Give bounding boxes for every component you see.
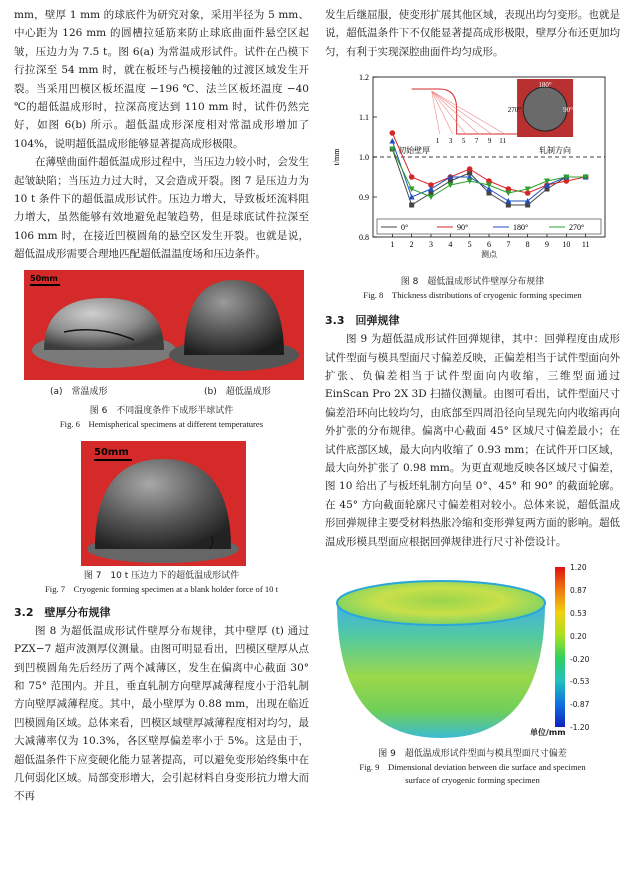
figure-6-caption-cn: 图 6 不同温度条件下成形半球试件 (89, 405, 234, 416)
colorbar-tick: 0.20 (570, 631, 587, 641)
x-tick-label: 11 (581, 240, 590, 250)
data-point (467, 166, 473, 172)
initial-thickness-annotation: 初始壁厚 (398, 146, 431, 156)
data-point (447, 183, 453, 189)
y-tick-label: 0.8 (359, 233, 369, 243)
legend-label: 180° (513, 223, 529, 233)
figure-9 (325, 559, 620, 747)
x-tick-label: 7 (506, 240, 511, 250)
data-point (409, 203, 414, 208)
right-column (325, 0, 620, 787)
section-3-2-title: 3.2 壁厚分布规律 (14, 605, 111, 619)
section-3-3-title: 3.3 回弹规律 (325, 314, 400, 328)
right-paragraph-1: 图 9 为超低温成形试件回弹规律，其中：回弹程度由成形试件型面与模具型面尺寸偏差反映，正偏差相当于试件型面向外扩张、负偏差相当于试件型面向内收缩，三维型面通过 EinScan Pro 2X 3D 扫描仪测量。由图可看出，试件型面尺寸偏差沿环向比较均匀，由底部至四周沿径向呈现先向内收缩再向外扩张的分布规律。偏离中心截面 45° 区域尺寸偏差最小；在试件底部区域，最大向内收缩了 0.93 mm；在试件开口区域，最大向外扩张了 0.98 mm。为更直观地反映各区域尺寸偏差，图 10 给出了与板坯轧制方向呈 0°、45° 和 90° 的截面轮廓。在 45° 方向截面轮廓尺寸偏差相对较小。总体来说，超低温成形回弹规律主要受材料热胀冷缩和变形弹复两方面的影响。超低温成形模具型面应根据回弹规律进行尺寸补偿设计。 (325, 333, 620, 548)
figure-9-caption-cn: 图 9 超低温成形试件型面与模具型面尺寸偏差 (378, 749, 567, 760)
x-tick-label: 4 (448, 240, 453, 250)
left-paragraph-3: 图 8 为超低温成形试件壁厚分布规律，其中壁厚 (t) 通过 PZX−7 超声波测厚仪测量。由图可明显看出，凹模区壁厚从点到凹模圆角先后经历了两个减薄区，发生在偏离中心截面 30° 和 75° 范围内。并且，垂直轧制方向壁厚减薄程度小于沿轧制方向壁厚减薄程度。其中，最小壁厚为 0.88 mm，出现在临近凹模圆角区域。总体来看，凹模区域壁厚减薄程度相对均匀，最大减薄率仅为 10.3%，各区壁厚偏差率小于 5%。这是由于，超低温条件下应变硬化能力显著提高，可以避免变形始终集中在几何弱化区域。局部变形增大，会引起材料自身变形抗力增大而不再 (14, 624, 309, 803)
inset-point-label: 9 (487, 137, 492, 146)
inset-ray (432, 91, 466, 134)
figure-7-scale-bar (94, 447, 132, 461)
figure-9-caption-en-2: surface of cryogenic forming specimen (405, 775, 540, 786)
inset-point-label: 11 (499, 137, 507, 146)
colorbar-tick: 0.53 (570, 608, 587, 618)
thickness-chart (325, 65, 620, 275)
x-tick-label: 10 (562, 240, 571, 250)
inset-point-label: 7 (474, 137, 479, 146)
inset-point-label: 5 (461, 137, 466, 146)
inset-ray (432, 91, 492, 134)
x-tick-label: 9 (545, 240, 549, 250)
data-point (390, 130, 396, 136)
deviation-contour-image (325, 563, 555, 743)
figure-6-caption-en: Fig. 6 Hemispherical specimens at different temperatures (59, 418, 264, 429)
legend-label: 90° (457, 223, 469, 233)
inset-point-label: 1 (435, 137, 440, 146)
angle-label-180: 180° (538, 81, 552, 90)
colorbar-tick: -0.53 (570, 677, 590, 687)
x-tick-label: 1 (390, 240, 395, 250)
figure-6-scale-line (30, 284, 60, 286)
y-tick-label: 1.2 (359, 73, 369, 83)
left-paragraph-2: 在薄壁曲面件超低温成形过程中，当压边力较小时，会发生起皱缺陷；当压边力过大时，又会造成开裂。图 7 是压边力为 10 t 条件下的超低温成形试件。压边力增大，导致板坯流料阻力增大，虽然能够有效地避免起皱趋势，但是球底试件拉深至 106 mm 时，在接近凹模圆角的悬空区发生开裂。也就是说，超低温成形需要合理地匹配超低温温度场和压边条件。 (14, 156, 309, 261)
figure-6-scale-bar (30, 274, 60, 286)
x-tick-label: 8 (525, 240, 530, 250)
colorbar-tick: -0.20 (570, 654, 590, 664)
y-tick-label: 1.1 (359, 113, 369, 123)
right-paragraph-0: 发生后继屈服，使变形扩展其他区域，表现出均匀变形。也就是说，超低温条件下不仅能显著提高成形极限，壁厚分布还更加均匀，有利于实现深腔曲面件均匀成形。 (325, 9, 620, 58)
angle-label-90: 90° (563, 106, 573, 115)
x-tick-label: 6 (487, 240, 491, 250)
figure-7-scale-label: 50mm (94, 446, 129, 458)
figure-8 (325, 65, 620, 275)
y-tick-label: 1.0 (359, 153, 369, 163)
colorbar-tick: 1.20 (570, 563, 587, 573)
legend-label: 270° (569, 223, 585, 233)
legend-box (377, 219, 601, 234)
data-point (428, 195, 434, 201)
figure-6-label-b: (b) 超低温成形 (204, 386, 271, 397)
figure-8-caption-en: Fig. 8 Thickness distributions of cryogenic forming specimen (363, 290, 582, 301)
colorbar-unit: 单位/mm (530, 728, 566, 738)
colorbar (555, 567, 565, 727)
data-point (505, 191, 511, 197)
inset-ray (432, 91, 505, 134)
inset-photo-dome (523, 87, 567, 131)
figure-6-photo (24, 270, 304, 380)
figure-7-caption-cn: 图 7 10 t 压边力下的超低温成形试件 (83, 570, 240, 581)
angle-label-270: 270° (507, 106, 522, 115)
data-point (409, 174, 415, 180)
figure-7-caption-en: Fig. 7 Cryogenic forming specimen at a blank holder force of 10 t (45, 583, 278, 594)
x-tick-label: 5 (467, 240, 472, 250)
figure-7 (14, 441, 309, 569)
figure-6-scale-label: 50mm (30, 273, 58, 283)
data-point (409, 194, 415, 200)
y-tick-label: 0.9 (359, 193, 369, 203)
figure-6-label-a: (a) 常温成形 (50, 386, 108, 397)
x-tick-label: 3 (429, 240, 433, 250)
legend-label: 0° (401, 223, 409, 233)
x-tick-label: 2 (409, 240, 414, 250)
hemisphere-specimens-image (24, 270, 304, 380)
left-paragraph-1: mm，壁厚 1 mm 的球底件为研究对象，采用半径为 5 mm、中心距为 126 mm 的圆槽拉延筋来防止球底曲面件悬空区起皱，压边力为 7.5 t。图 6(a) 为常温成形试件。试件在凸模下行拉深至 54 mm 时，就在板坯与凸模接触的过渡区域发生开裂。当采用凹模区板坯温度 −196 ℃、法兰区板坯温度 −40 ℃的超低温成形时，拉深高度达到 110 mm 时，试件仍然完好，如图 6(b) 所示。超低温成形深度相对常温成形增加了 104%，说明超低温成形能够显著提高成形极限。 (14, 9, 309, 150)
x-axis-label: 测点 (481, 250, 497, 260)
colorbar-tick: 0.87 (570, 585, 587, 595)
rolling-direction-annotation: 轧制方向 (539, 146, 572, 156)
figure-6 (14, 270, 309, 410)
inset-point-label: 3 (448, 137, 453, 146)
colorbar-tick: -1.20 (570, 723, 590, 733)
left-column (14, 0, 309, 806)
colorbar-tick: -0.87 (570, 700, 590, 710)
figure-8-caption-cn: 图 8 超低温成形试件壁厚分布规律 (400, 277, 545, 288)
y-axis-label: t/mm (332, 148, 341, 166)
figure-7-scale-line (94, 459, 132, 461)
figure-9-caption-en-1: Fig. 9 Dimensional deviation between die surface and specimen (359, 762, 586, 773)
